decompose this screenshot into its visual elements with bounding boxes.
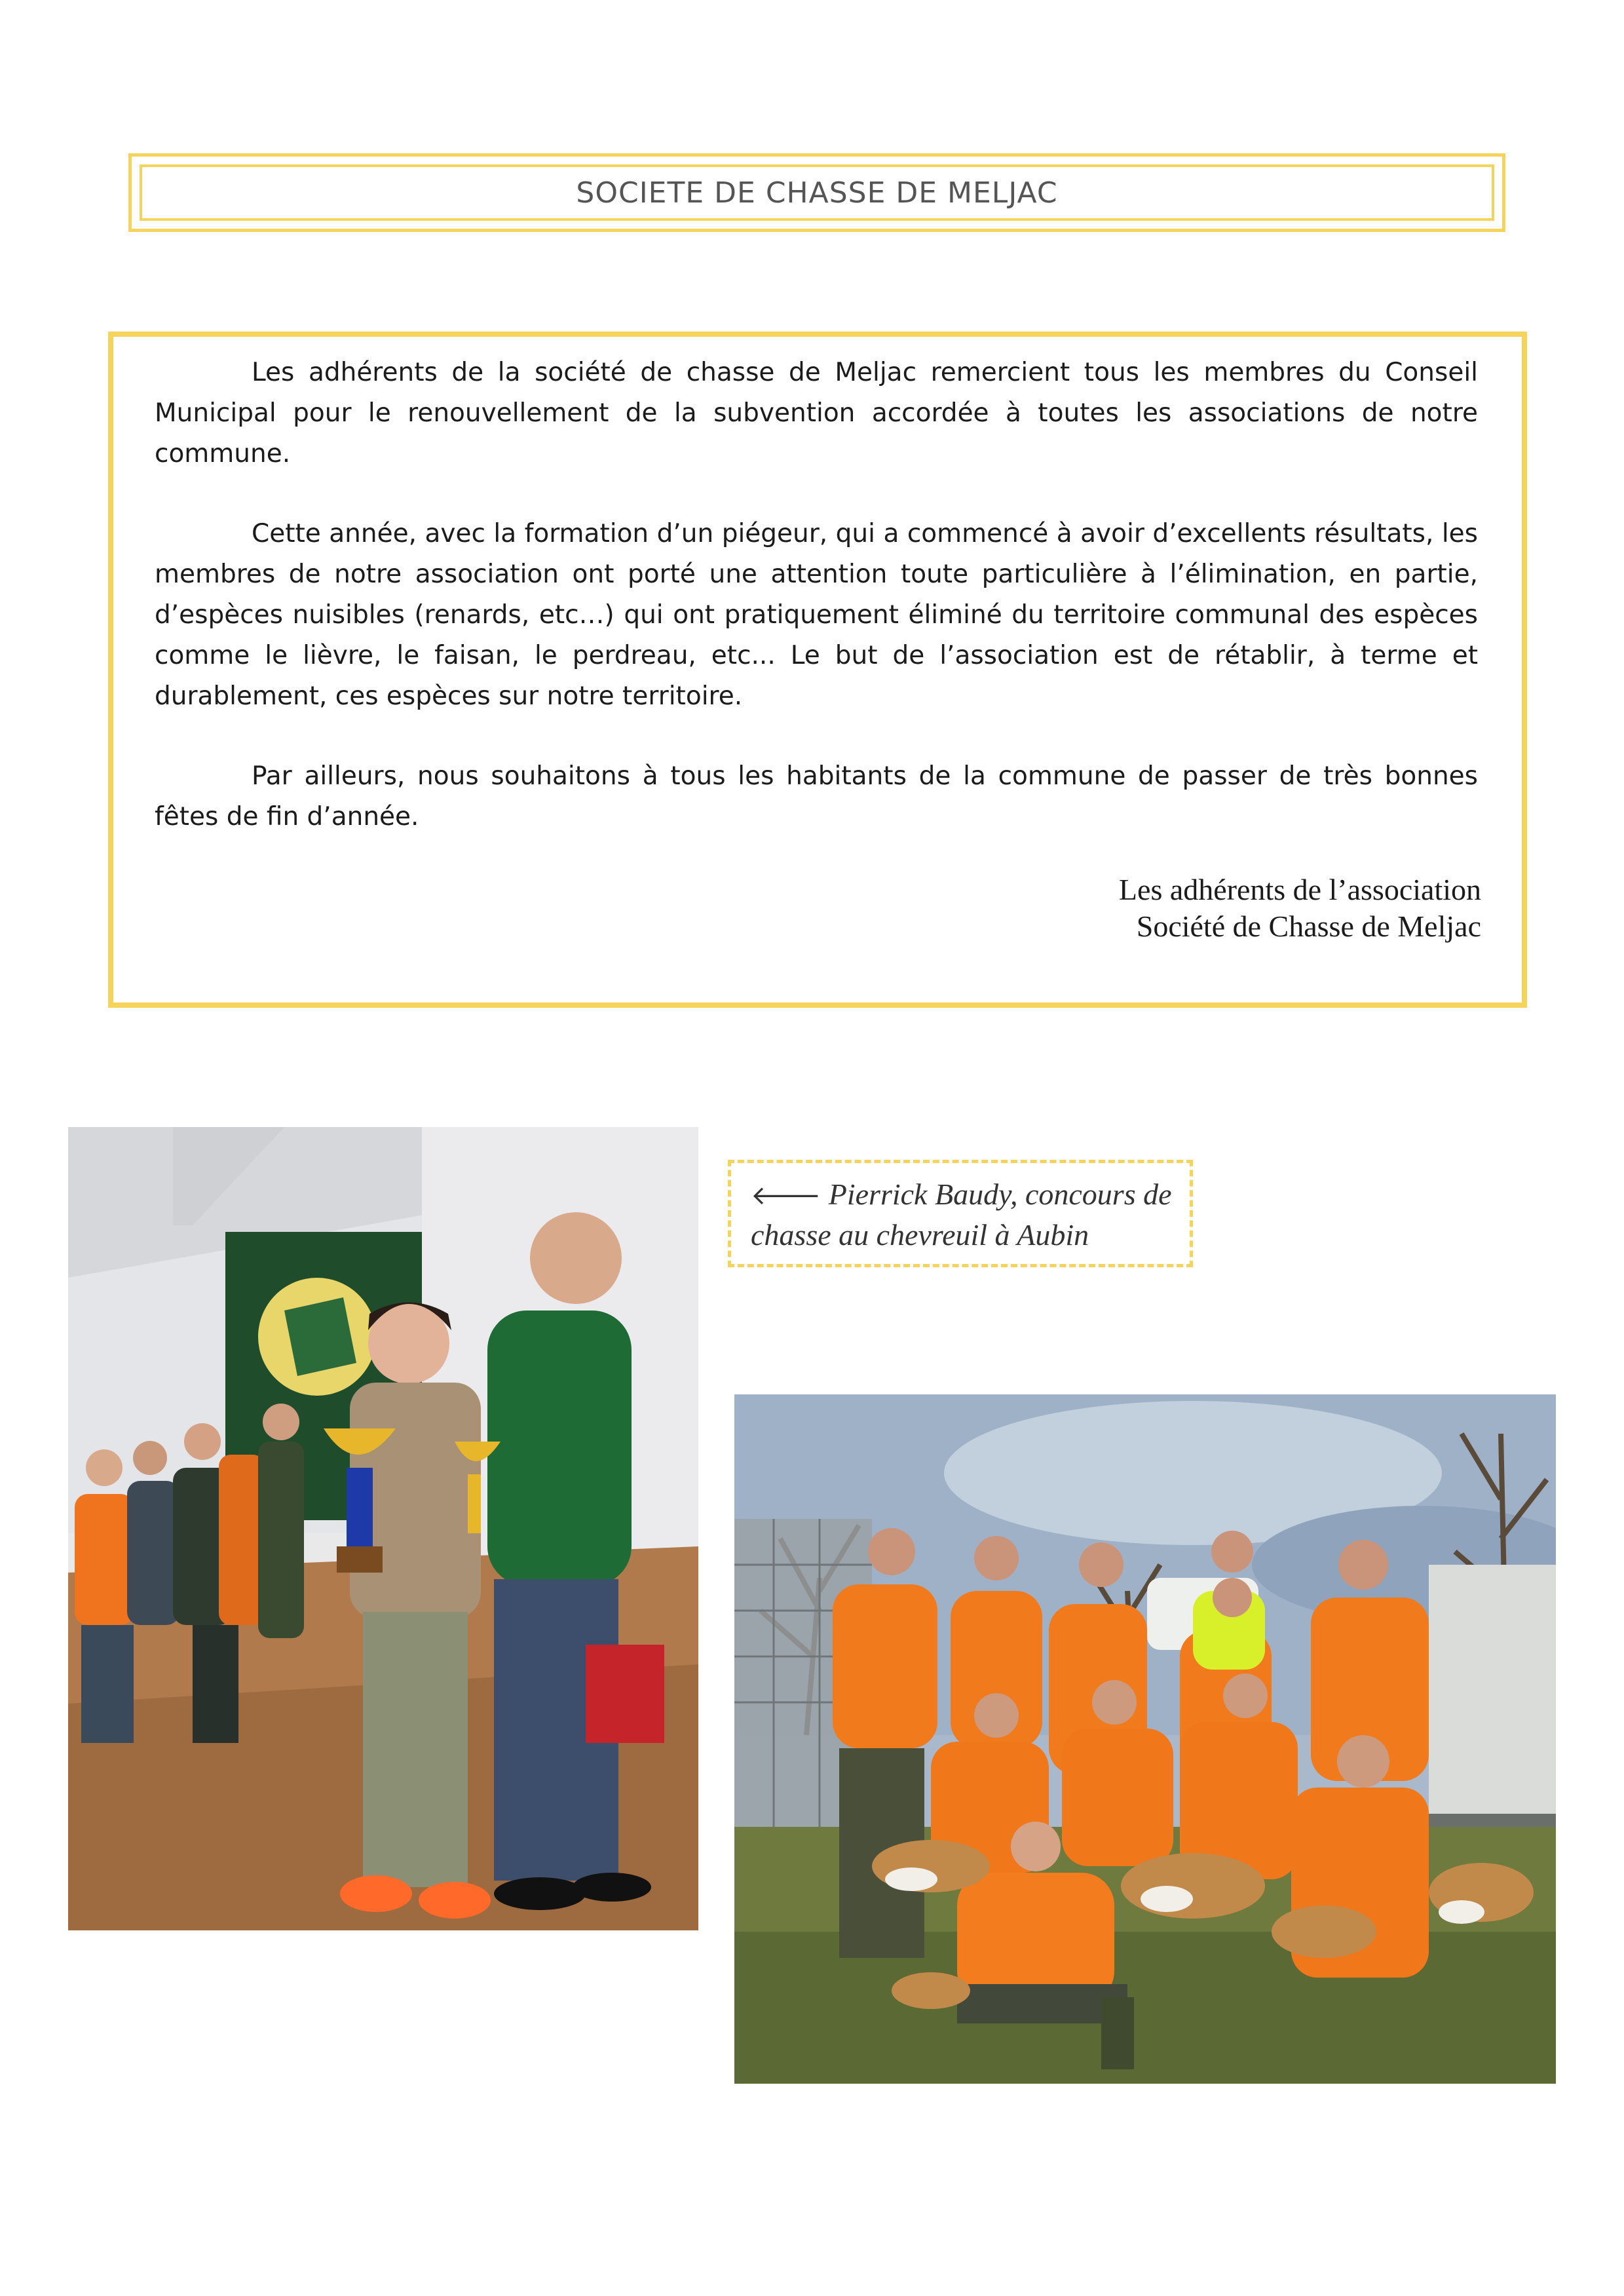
signature-line-1: Les adhérents de l’association: [1118, 873, 1481, 906]
hunting-group-illustration: [734, 1394, 1556, 2084]
letter-paragraph-1: Les adhérents de la société de chasse de Meljac remercient tous les membres du Conseil Municipal pour le renouvellement de la subvention accordée à toutes les associations de notre commune.: [155, 358, 1478, 469]
trophy-ceremony-photo: [68, 1127, 698, 1930]
trophy-ceremony-illustration: [68, 1127, 698, 1930]
signature-line-2: Société de Chasse de Meljac: [1136, 909, 1481, 943]
caption-text: Pierrick Baudy, concours de chasse au chevreuil à Aubin: [751, 1177, 1172, 1252]
letter-paragraph-2: Cette année, avec la formation d’un piégeur, qui a commencé à avoir d’excellents résultats, les membres de notre association ont porté une attention toute particulière à l’élimination, en partie, d’espèces nuisibles (renards, etc…) qui ont pratiquement éliminé du territoire communal des espèces comme le lièvre, le faisan, le perdreau, etc... Le but de l’association est de rétablir, à terme et durablement, ces espèces sur notre territoire.: [155, 519, 1478, 711]
hunting-group-photo: [734, 1394, 1556, 2084]
photo-caption: [728, 1160, 1193, 1267]
arrow-left-icon: 🡐: [751, 1181, 821, 1211]
letter-paragraph-3: Par ailleurs, nous souhaitons à tous les habitants de la commune de passer de très bonnes fêtes de fin d’année.: [155, 761, 1478, 832]
title-inner-border: [140, 164, 1494, 221]
signature: [1119, 871, 1481, 945]
title-frame: [128, 153, 1505, 232]
page-title: SOCIETE DE CHASSE DE MELJAC: [576, 176, 1058, 210]
letter-body: [155, 353, 1478, 877]
